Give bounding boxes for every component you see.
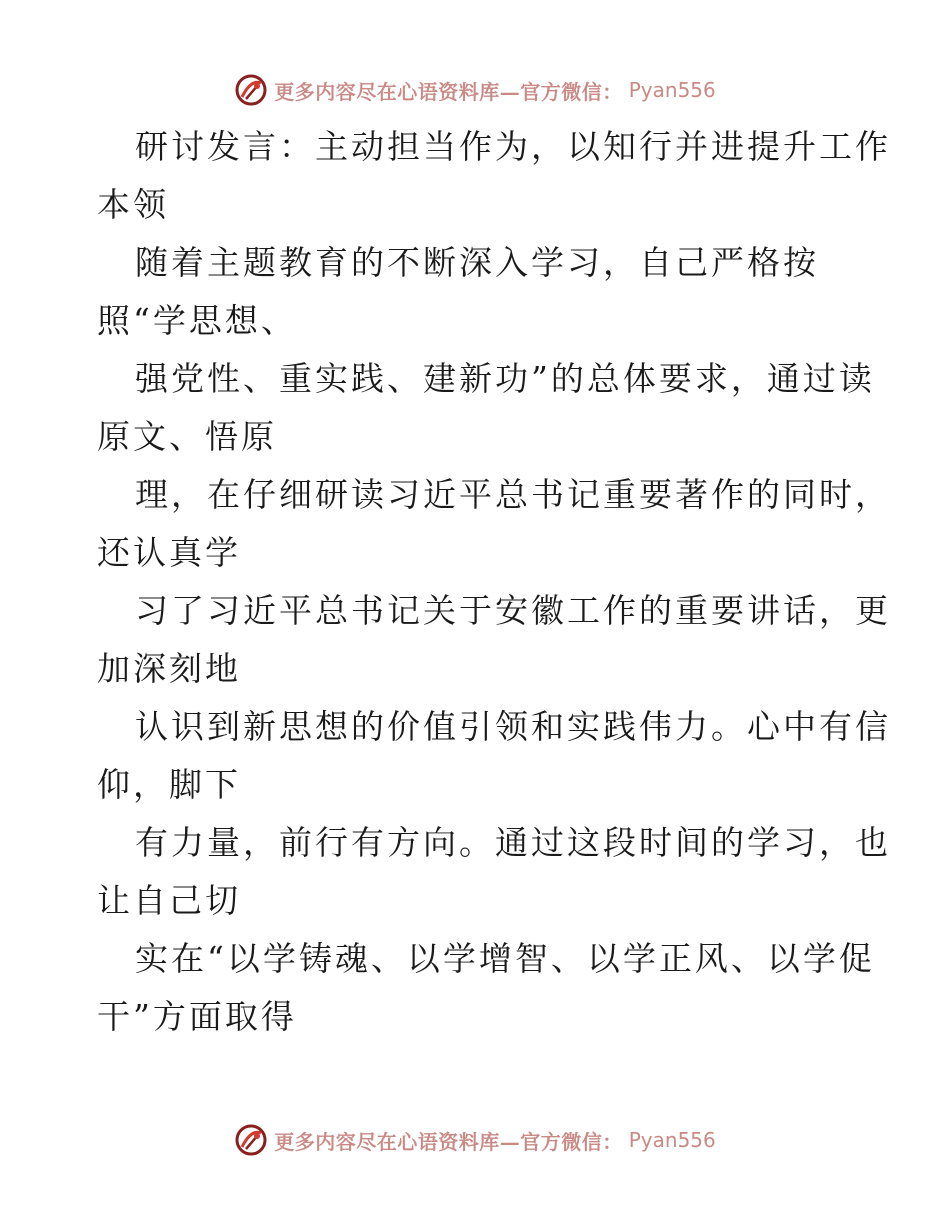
footer-banner-text: 更多内容尽在心语资料库—官方微信： [274,1129,623,1154]
body-line: 实在“以学铸魂、以学增智、以学正风、以学促 [135,939,875,978]
body-line: 照“学思想、 [97,301,297,340]
header-banner-contact: Pyan556 [628,78,716,102]
body-line: 认识到新思想的价值引领和实践伟力。心中有信 [135,707,891,746]
body-line: 加深刻地 [97,649,241,688]
footer-banner [0,1120,950,1160]
body-line: 干”方面取得 [97,997,297,1036]
body-line: 有力量，前行有方向。通过这段时间的学习，也 [135,823,891,862]
body-line: 仰，脚下 [97,765,241,804]
logo-icon [234,1123,268,1157]
header-banner [0,70,950,110]
body-line: 随着主题教育的不断深入学习，自己严格按 [135,243,819,282]
body-line: 还认真学 [97,533,241,572]
header-banner-text: 更多内容尽在心语资料库—官方微信： [274,79,623,104]
body-line: 让自己切 [97,881,241,920]
logo-icon [234,73,268,107]
body-line: 本领 [97,185,169,224]
document-body [97,118,891,1046]
body-line: 理，在仔细研读习近平总书记重要著作的同时， [135,475,891,514]
body-line: 原文、悟原 [97,417,277,456]
body-line: 研讨发言：主动担当作为，以知行并进提升工作 [135,127,891,166]
footer-banner-contact: Pyan556 [628,1128,716,1152]
body-line: 强党性、重实践、建新功”的总体要求，通过读 [135,359,875,398]
body-line: 习了习近平总书记关于安徽工作的重要讲话，更 [135,591,891,630]
